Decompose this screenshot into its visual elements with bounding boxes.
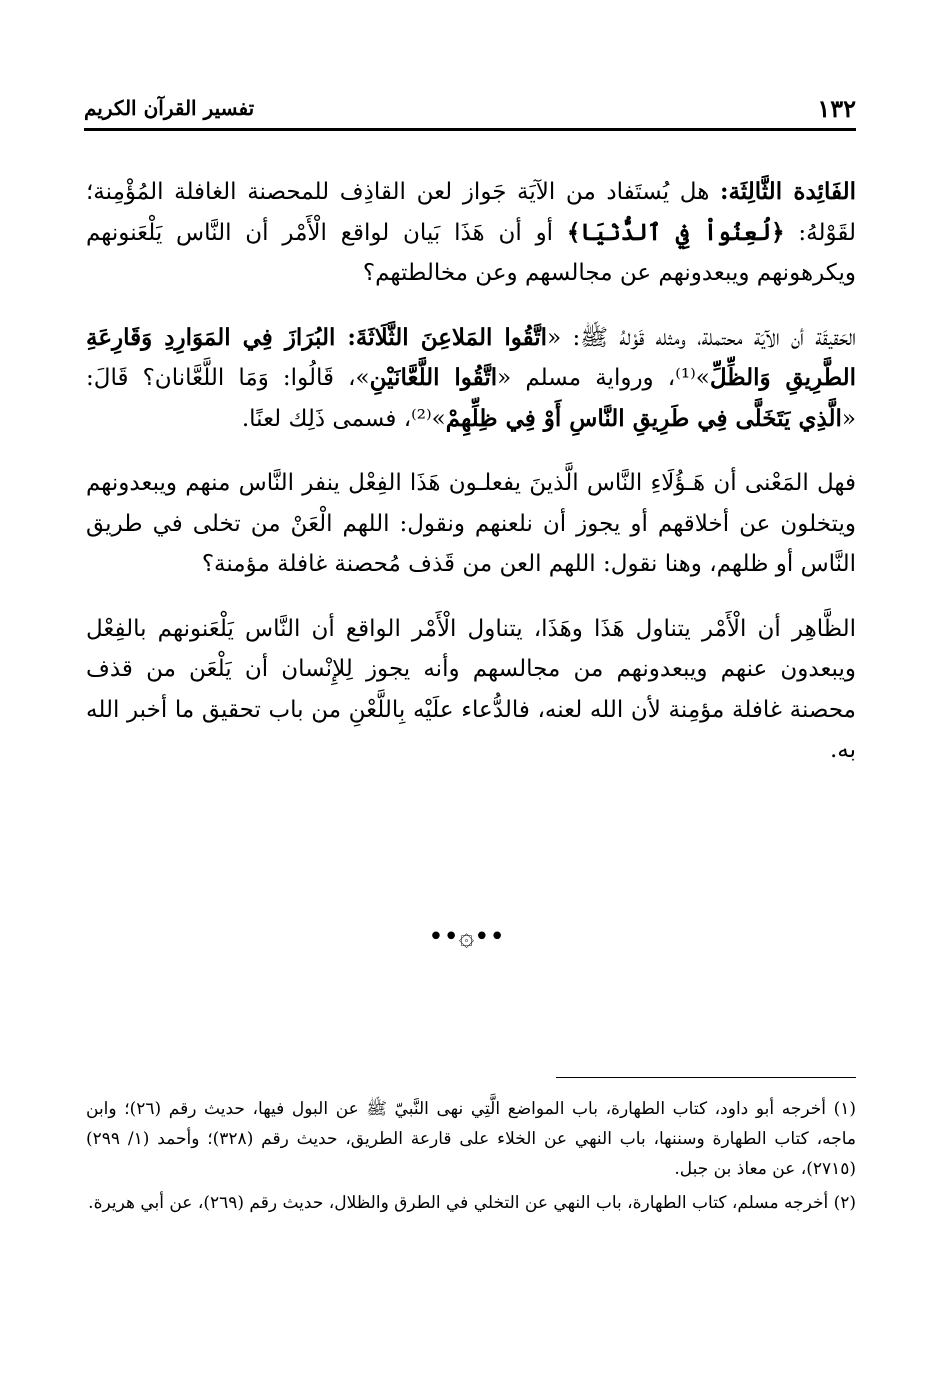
paragraph-text: هل يُستَفاد من الآيَة جَواز لعن القاذِف للمحصنة الغافلة المُؤْمِنة؛ لقَوْلهُ:: [86, 179, 857, 246]
paragraph-text: »، قَالُوا: وَمَا اللَّعَّانان؟ قَالَ: «: [86, 365, 856, 432]
section-ornament: ••۞••: [428, 922, 505, 952]
running-title: تفسير القرآن الكريم: [84, 96, 255, 120]
body-text: [86, 172, 856, 795]
paragraph-heading: الفَائِدة الثَّالِثَة:: [719, 178, 856, 205]
paragraph-4: [86, 609, 856, 771]
footnotes: [86, 1094, 856, 1222]
page-number: ١٣٢: [817, 94, 856, 123]
quran-verse: ﴿لُعِنُواْ فِي ٱلدُّنْيَا﴾: [566, 218, 785, 246]
hadith-text: اتَّقُوا اللَّعَّانَيْنِ: [369, 364, 498, 391]
footnote-rule: [556, 1077, 856, 1078]
paragraph-text: »⁽²⁾، فسمى ذَلِك لعنًا.: [241, 405, 446, 432]
paragraph-text: أو أن هَذَا بَيان لواقع الْأَمْر أن النَّاس يَلْعَنونهم ويكرهونهم ويبعدونهم عن مجالسهم وعن مخالطتهم؟: [86, 219, 856, 286]
paragraph-text: »⁽¹⁾، ورواية مسلم «: [497, 365, 710, 391]
header-rule: [84, 128, 856, 131]
paragraph-2: [86, 318, 856, 440]
paragraph-text: الظَّاهِر أن الْأَمْر يتناول هَذَا وهَذَا، يتناول الْأَمْر الواقع أن النَّاس يَلْعَنونهم بالفِعْل ويبعدون عنهم ويبعدونهم من مجالسهم وأنه يجوز لِلإِنْسان أن يَلْعَن من قذف محصنة غافلة مؤمِنة لأن الله لعنه، فالدُّعاء علَيْه بِاللَّعْنِ من باب تحقيق ما أخبر الله به.: [86, 615, 856, 763]
footnote-2: (٢) أخرجه مسلم، كتاب الطهارة، باب النهي عن التخلي في الطرق والظلال، حديث رقم (٢٦٩)، عن أبي هريرة.: [88, 1193, 856, 1213]
footnote-1: (١) أخرجه أبو داود، كتاب الطهارة، باب المواضع الَّتِي نهى النَّبيّ ﷺ عن البول فيها، حديث رقم (٢٦)؛ وابن ماجه، كتاب الطهارة وسننها، باب النهي عن الخلاء على قارعة الطريق، حديث رقم (٣٢٨)؛ وأحمد (١/ ٢٩٩) (٢٧١٥)، عن معاذ بن جبل.: [86, 1099, 856, 1179]
paragraph-1: [86, 172, 856, 294]
paragraph-3: [86, 463, 856, 585]
hadith-text: اتَّقُوا المَلاعِنَ الثَّلَاثَةَ: البُرَازَ فِي المَوَارِدِ وَقَارِعَةِ الطَّرِيقِ وَالظِّلِّ: [86, 323, 857, 391]
paragraph-text: فهل المَعْنى أن هَـؤُلَاءِ النَّاس الَّذينَ يفعلـون هَذَا الفِعْل ينفر النَّاس منهم ويبعدونهم ويتخلون عن أخلاقهم أو يجوز أن نلعنهم ونقول: اللهم الْعَنْ من تخلى في طريق النَّاس أو ظلهم، وهنا نقول: اللهم العن من قَذف مُحصنة غافلة مؤمنة؟: [86, 470, 856, 577]
paragraph-text: الحَقيقَة أن الآيَة محتملة، ومثله قَوْلهُ ﷺ: «: [547, 324, 856, 351]
page-header: [84, 92, 856, 132]
hadith-text: الَّذِي يَتَخَلَّى فِي طَرِيقِ النَّاسِ أَوْ فِي ظِلِّهِمْ: [445, 404, 842, 432]
